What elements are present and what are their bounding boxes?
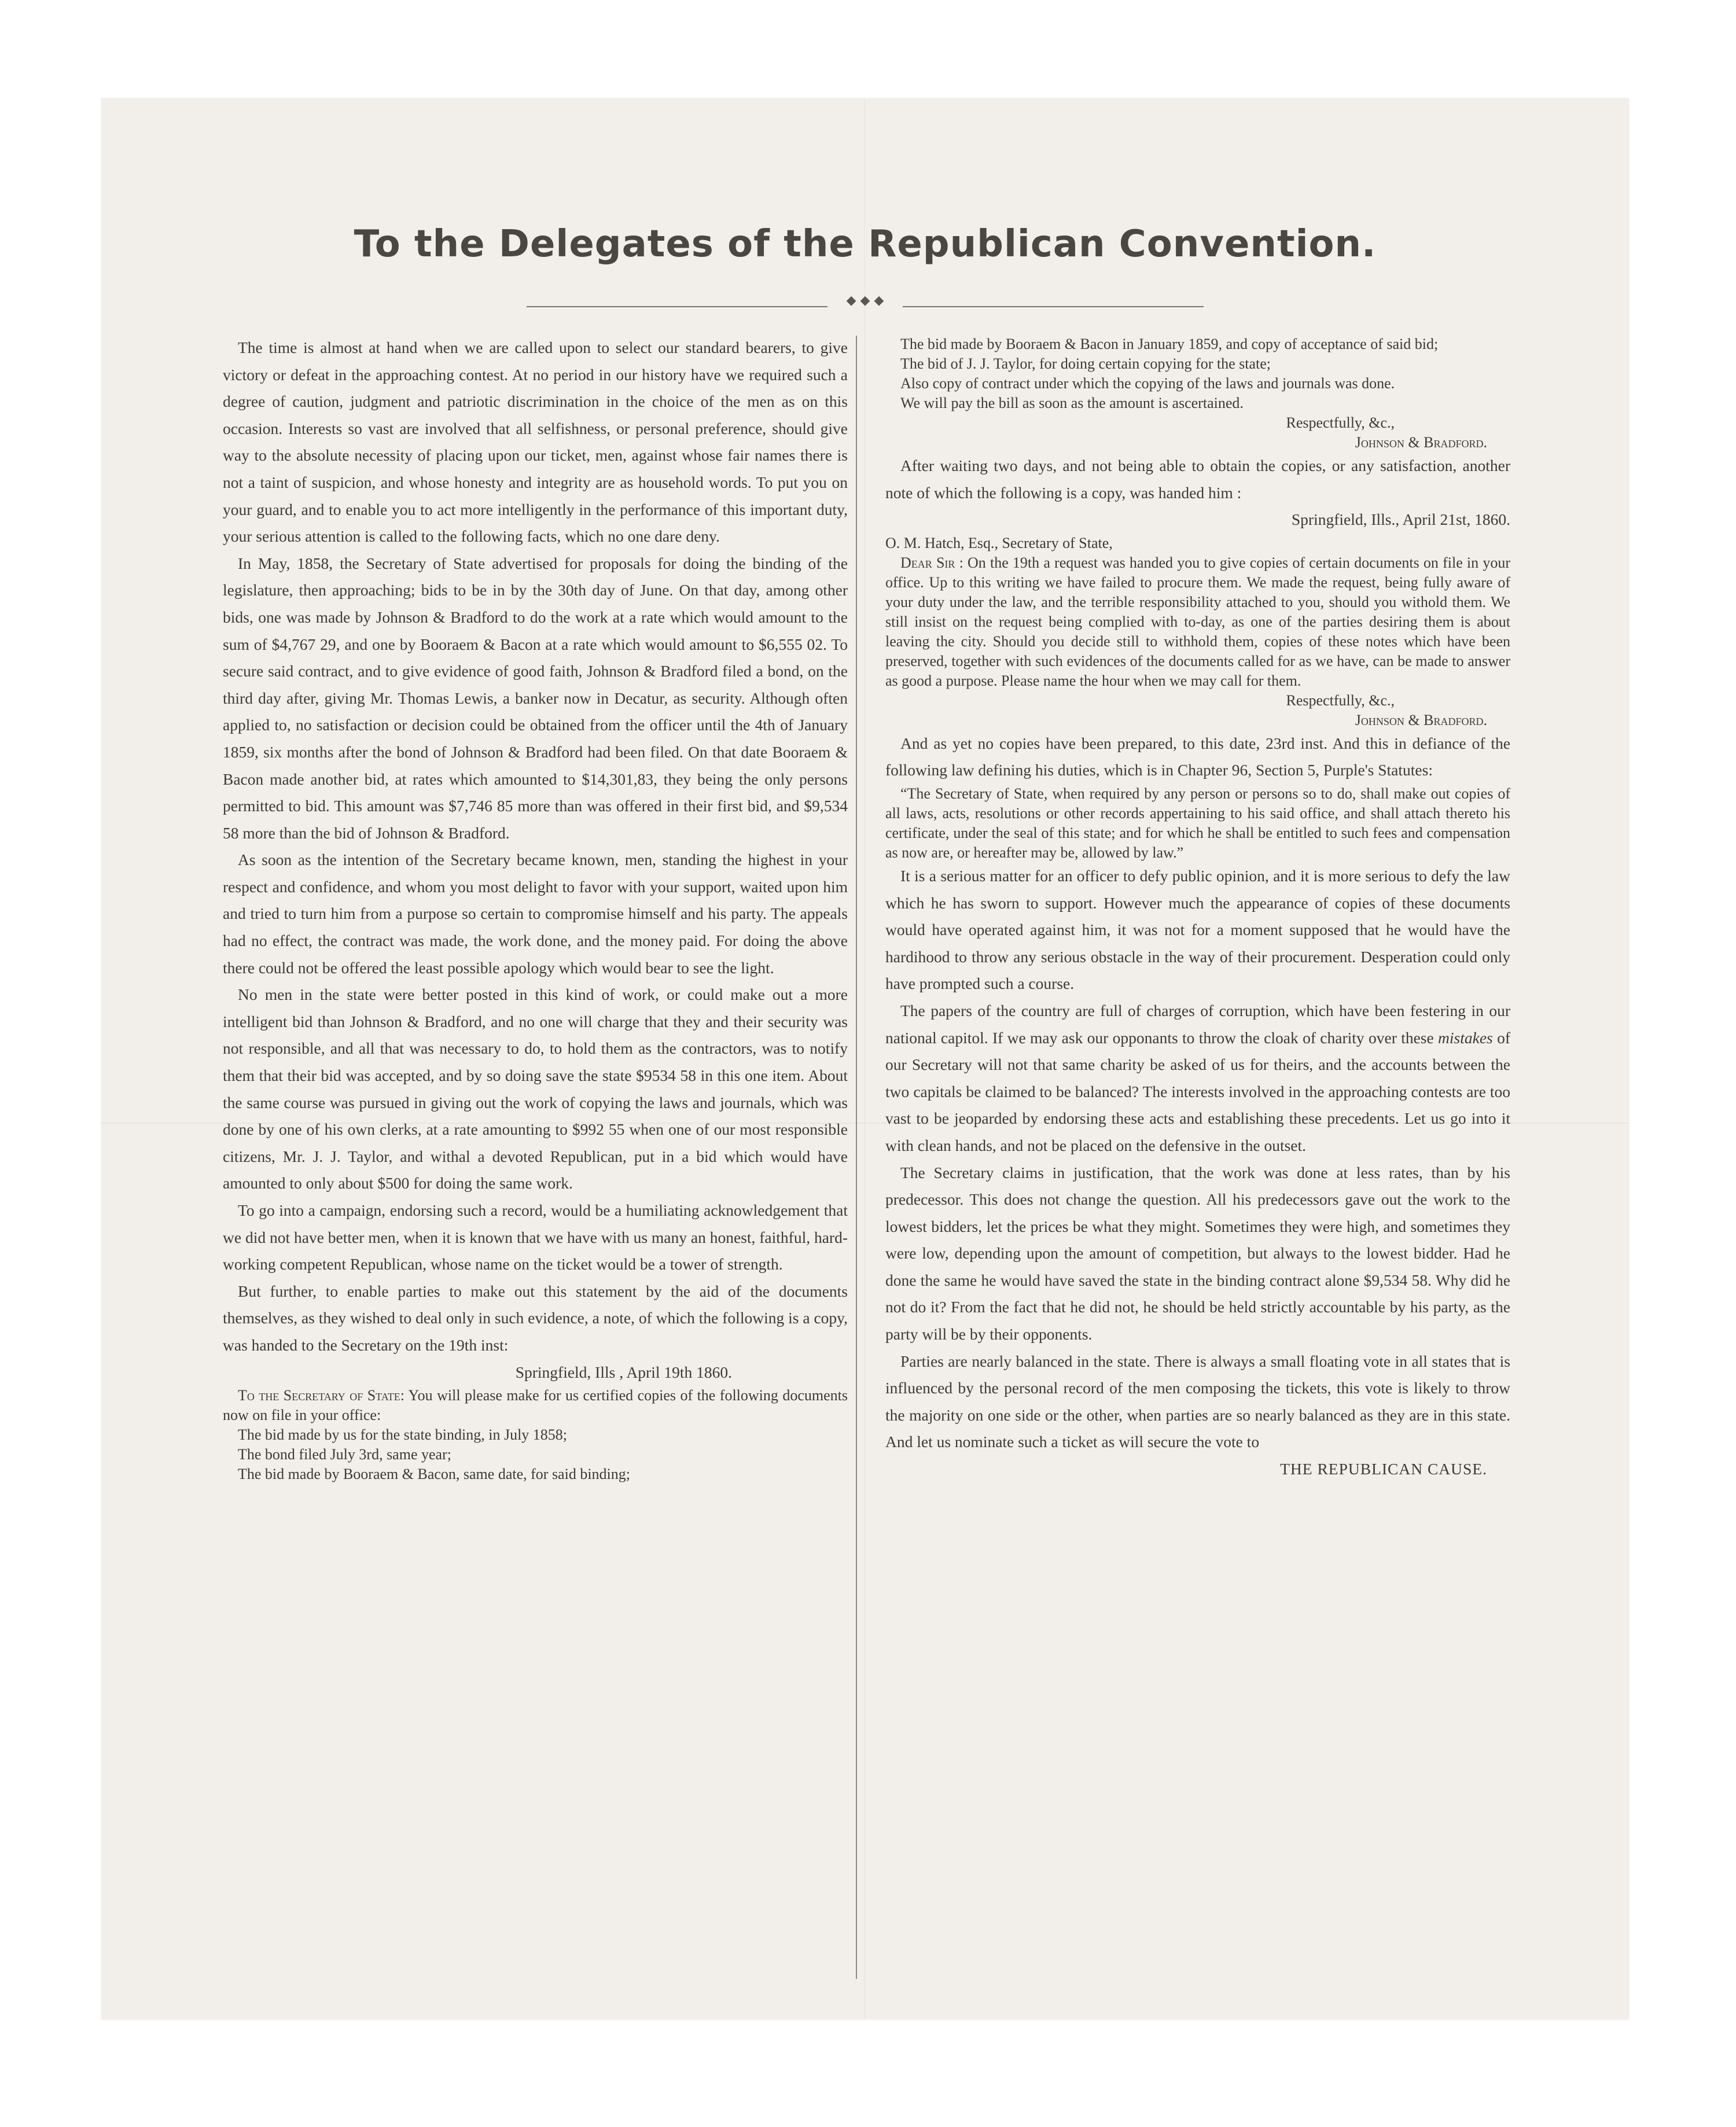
paragraph-papers-a: The papers of the country are full of charges of corruption, which have been festering in our national capitol. If we may ask our opponants to throw the cloak of charity over these (885, 1001, 1510, 1047)
closing-cause: THE REPUBLICAN CAUSE. (1280, 1460, 1487, 1478)
paragraph-campaign: To go into a campaign, endorsing such a record, would be a humiliating acknowledgement that we did not have better men, when it is known that we have with us many an honest, faithful, hard-working competent Republican, whose name on the ticket would be a tower of strength. (223, 1201, 848, 1274)
statute-quote: “The Secretary of State, when required by any person or persons so to do, shall make out copies of all laws, acts, resolutions or other records appertaining to his said office, and shall attach thereto his certificate, under the seal of this state; and for which he shall be entitled to such fees and compensation as now are, or hereafter may be, allowed by law.” (885, 785, 1510, 861)
signature-2: Johnson & Bradford. (1355, 711, 1487, 728)
note-to-secretary (223, 1386, 848, 1484)
closing-1: Respectfully, &c., (1286, 414, 1395, 431)
note-2-body: On the 19th a request was handed you to give copies of certain documents on file in your office. Up to this writing we have failed to procure them. We made the request, being fully aware of your duty under the law, and the terrible responsibility attached to you, should you withold them. We still insist on the request being complied with to-day, as one of the parties desiring them is about leaving the city. Should you decide still to withhold them, copies of these notes which have been preserved, together with such evidences of the documents called for as we have, can be made to answer as good a purpose. Please name the hour when we may call for them. (885, 554, 1510, 689)
ornament-line-right (903, 306, 1204, 307)
closing-2: Respectfully, &c., (1286, 691, 1395, 709)
ornament-line-left (527, 306, 827, 307)
paragraph-parties: Parties are nearly balanced in the state. There is always a small floating vote in all states that is influenced by the personal record of the men composing the tickets, this vote is likely to throw the majority on one side or the other, when parties are so nearly balanced as they are in this state. And let us nominate such a ticket as will secure the vote to (885, 1352, 1510, 1451)
signature-1: Johnson & Bradford. (1355, 434, 1487, 451)
doc-item-3: The bid made by Booraem & Bacon, same date, for said binding; (238, 1466, 630, 1483)
column-divider (856, 336, 857, 1979)
paragraph-intro: The time is almost at hand when we are called upon to select our standard bearers, to give victory or defeat in the approaching contest. At no period in our history have we required such a degree of caution, judgment and patriotic discrimination in the choice of the men as on this occasion. Interests so vast are involved that all selfishness, or personal preference, should give way to the absolute necessity of placing upon our ticket, men, against whose fair names there is not a taint of suspicion, and whose honesty and integrity are as household words. To put you on your guard, and to enable you to act more intelligently in the performance of this important duty, your serious attention is called to the following facts, which no one dare deny. (223, 338, 848, 546)
doc-item-7: We will pay the bill as soon as the amount is ascertained. (900, 395, 1244, 411)
broadside-sheet (101, 98, 1629, 2019)
addressee: O. M. Hatch, Esq., Secretary of State, (885, 534, 1113, 551)
paragraph-papers-b: of our Secretary will not that same charity be asked of us for theirs, and the accounts between the two capitals be claimed to be balanced? The interests involved in the approaching contests are too vast to be jeoparded by endorsing these acts and establishing these precedents. Let us go into it with clean hands, and not be placed on the defensive in the outset. (885, 1028, 1510, 1154)
paragraph-as-yet: And as yet no copies have been prepared, to this date, 23rd inst. And this in defiance of the following law defining his duties, which is in Chapter 96, Section 5, Purple's Statutes: (885, 734, 1510, 779)
note-to-hatch (885, 533, 1510, 730)
title-ornament-rule (527, 293, 1204, 311)
dear-sir: Dear Sir : (900, 554, 963, 571)
dateline-april-21: Springfield, Ills., April 21st, 1860. (1291, 510, 1510, 529)
paragraph-papers-emphasis: mistakes (1438, 1028, 1493, 1047)
paragraph-justification: The Secretary claims in justification, that the work was done at less rates, than by his predecessor. This does not change the question. All his predecessors gave out the work to the lowest bidders, let the prices be what they might. Sometimes they were high, and sometimes they were low, depending upon the amount of competition, but always to the lowest bidder. Had he done the same he would have saved the state in the binding contract alone $9,534 58. Why did he not do it? From the fact that he did not, he should be held strictly accountable by his party, as the party will be by their opponents. (885, 1163, 1510, 1344)
note-continued (885, 334, 1510, 452)
paragraph-no-men: No men in the state were better posted in this kind of work, or could make out a more intelligent bid than Johnson & Bradford, and no one will charge that they and their security was not responsible, and all that was necessary to do, to hold them as the contractors, was to notify them that their bid was accepted, and by so doing save the state $9534 58 in this one item. About the same course was pursued in giving out the work of copying the laws and journals, which was done by one of his own clerks, at a rate amounting to $992 55 when one of our most responsible citizens, Mr. J. J. Taylor, and withal a devoted Republican, put in a bid which would have amounted to only about $500 for doing the same work. (223, 985, 848, 1193)
doc-item-1: The bid made by us for the state binding, in July 1858; (238, 1426, 568, 1444)
page-title: To the Delegates of the Republican Convention. (354, 223, 1377, 266)
right-column (885, 334, 1510, 1989)
dateline-april-19: Springfield, Ills , April 19th 1860. (515, 1363, 732, 1381)
paragraph-serious-matter: It is a serious matter for an officer to defy public opinion, and it is more serious to defy the law which he has sworn to support. However much the appearance of copies of these documents would have operated against him, it was not for a moment supposed that he would have the hardihood to throw any serious obstacle in the way of their procurement. Desperation could only have prompted such a course. (885, 866, 1510, 993)
paragraph-after-waiting: After waiting two days, and not being able to obtain the copies, or any satisfaction, another note of which the following is a copy, was handed him : (885, 457, 1510, 502)
doc-item-6: Also copy of contract under which the copying of the laws and journals was done. (900, 375, 1395, 392)
ornament-diamonds: ◆ ◆ ◆ (846, 293, 884, 308)
doc-item-4: The bid made by Booraem & Bacon in January 1859, and copy of acceptance of said bid; (900, 336, 1439, 352)
salutation: To the Secretary of State: (238, 1387, 404, 1404)
note-request: You will please make for us certified copies of the following documents now on file in your office: (223, 1387, 848, 1424)
paragraph-binding-bids: In May, 1858, the Secretary of State advertised for proposals for doing the binding of the legislature, then approaching; bids to be in by the 30th day of June. On that day, among other bids, one was made by Johnson & Bradford to do the work at a rate which would amount to the sum of $4,767 29, and one by Booraem & Bacon at a rate which would amount to $6,555 02. To secure said contract, and to give evidence of good faith, Johnson & Bradford filed a bond, on the third day after, giving Mr. Thomas Lewis, a banker now in Decatur, as security. Although often applied to, no satisfaction or decision could be obtained from the officer until the 4th of January 1859, six months after the bond of Johnson & Bradford had been filed. On that date Booraem & Bacon made another bid, at rates which amounted to $14,301,83, they being the only persons permitted to bid. This amount was $7,746 85 more than was offered in their first bid, and $9,534 58 more than the bid of Johnson & Bradford. (223, 554, 848, 842)
left-column (223, 334, 848, 1989)
paragraph-appeals: As soon as the intention of the Secretary became known, men, standing the highest in your respect and confidence, and whom you most delight to favor with your support, waited upon him and tried to turn him from a purpose so certain to compromise himself and his party. The appeals had no effect, the contract was made, the work done, and the money paid. For doing the above there could not be offered the least possible apology which would bear to see the light. (223, 851, 848, 977)
doc-item-2: The bond filed July 3rd, same year; (238, 1446, 451, 1463)
paragraph-further: But further, to enable parties to make out this statement by the aid of the documents themselves, as they wished to deal only in such evidence, a note, of which the following is a copy, was handed to the Secretary on the 19th inst: (223, 1282, 848, 1354)
paragraph-papers (885, 998, 1510, 1160)
doc-item-5: The bid of J. J. Taylor, for doing certain copying for the state; (900, 355, 1271, 372)
